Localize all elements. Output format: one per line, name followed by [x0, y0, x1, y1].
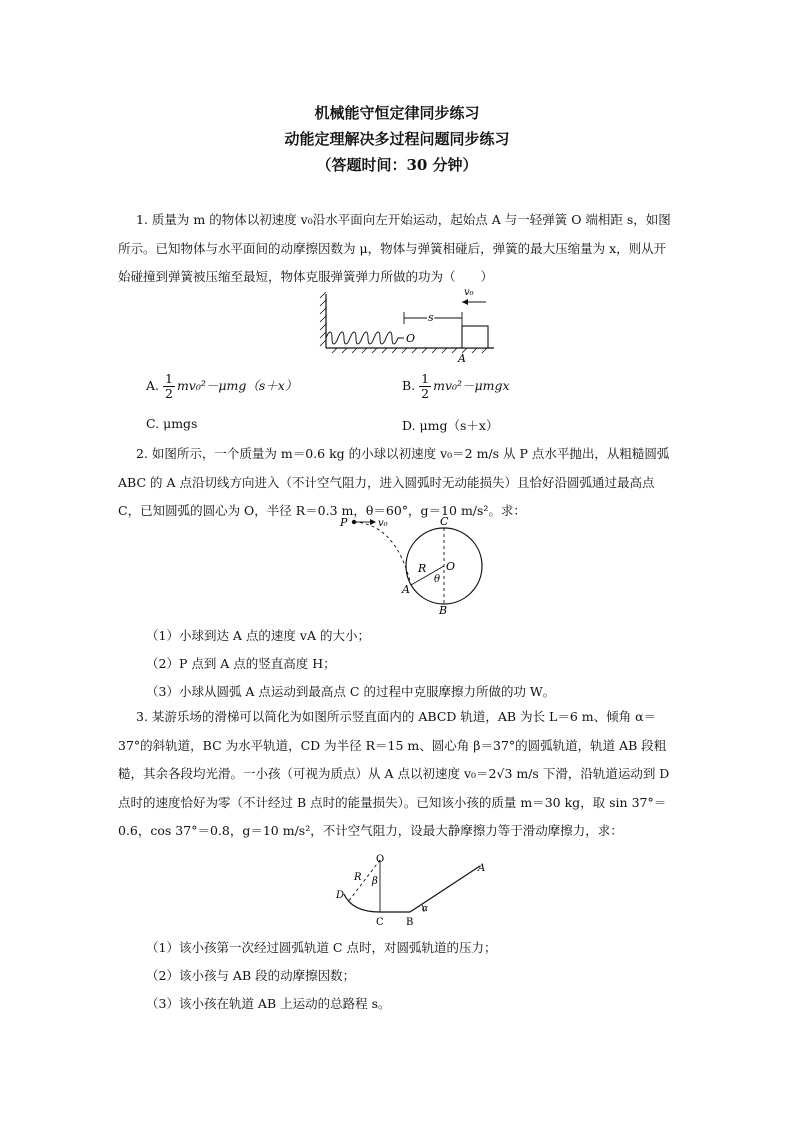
title-time: （答题时间：30 分钟）	[316, 156, 478, 174]
label-A: A	[458, 352, 466, 362]
label-v0: v₀	[464, 287, 474, 298]
q1-spring-figure	[318, 282, 498, 362]
label-A: A	[402, 583, 410, 596]
question-2-text: 2. 如图所示，一个质量为 m＝0.6 kg 的小球以初速度 v₀＝2 m/s 从 P 点水平抛出，从粗糙圆弧 ABC 的 A 点沿切线方向进入（不计空气阻力，进入圆弧时无动能损失）且恰好沿圆弧通过最高点 C，已知圆弧的圆心为 O，半径 R＝0.3 m，θ＝60°，g＝10 m/s²。求：	[118, 446, 670, 518]
question-3-text: 3. 某游乐场的滑梯可以简化为如图所示竖直面内的 ABCD 轨道，AB 为长 L＝6 m、倾角 α＝37°的斜轨道，BC 为水平轨道，CD 为半径 R＝15 m、圆心角 β＝37°的圆弧轨道，轨道 AB 段粗糙，其余各段均光滑。一小孩（可视为质点）从 A 点以初速度 v₀＝2√3 m/s 下滑，沿轨道运动到 D 点时的速度恰好为零（不计经过 B 点时的能量损失）。已知该小孩的质量 m＝30 kg，取 sin 37°＝0.6，cos 37°＝0.8，g＝10 m/s²，不计空气阻力，设最大静摩擦力等于滑动摩擦力，求：	[118, 709, 670, 838]
label-B: B	[439, 604, 448, 616]
q3-slide-figure	[330, 854, 500, 930]
q3-sub-2: （2）该小孩与 AB 段的动摩擦因数；	[146, 968, 356, 983]
option-b[interactable]: B. $\frac{1}{2}$ mv₀²－μmgx	[402, 371, 510, 401]
block	[462, 326, 488, 348]
label-s: s	[428, 311, 434, 324]
question-1-text: 1. 质量为 m 的物体以初速度 v₀沿水平面向左开始运动，起始点 A 与一轻弹簧 O 端相距 s，如图所示。已知物体与水平面间的动摩擦因数为 μ，物体与弹簧相碰后，弹簧的最大压缩量为 x，则从开始碰撞到弹簧被压缩至最短，物体克服弹簧弹力所做的功为（ ）	[118, 212, 671, 284]
label-O: O	[376, 854, 385, 865]
label-A: A	[478, 863, 486, 874]
option-d[interactable]: D. μmg（s＋x）	[402, 418, 499, 433]
q2-sub-2: （2）P 点到 A 点的竖直高度 H；	[146, 656, 336, 671]
label-R: R	[418, 562, 427, 575]
label-R: R	[354, 872, 362, 883]
label-C: C	[376, 917, 384, 928]
option-c[interactable]: C. μmgs	[146, 416, 198, 431]
label-B: B	[406, 917, 414, 928]
q2-arc-figure	[336, 512, 496, 616]
label-beta: β	[372, 876, 378, 887]
option-a[interactable]: A. $\frac{1}{2}$ mv₀²－μmg（s＋x）	[146, 371, 298, 401]
label-O: O	[446, 560, 456, 573]
label-D: D	[336, 890, 345, 901]
title-sub: 动能定理解决多过程问题同步练习	[284, 130, 510, 148]
spring	[326, 332, 404, 344]
q2-sub-3: （3）小球从圆弧 A 点运动到最高点 C 的过程中克服摩擦力所做的功 W。	[146, 684, 556, 699]
label-alpha: α	[422, 904, 429, 914]
q3-sub-3: （3）该小孩在轨道 AB 上运动的总路程 s。	[146, 996, 391, 1011]
label-theta: θ	[434, 574, 441, 585]
label-O: O	[406, 332, 416, 345]
q2-sub-1: （1）小球到达 A 点的速度 vA 的大小；	[146, 628, 370, 643]
label-v0: v₀	[378, 518, 388, 529]
label-P: P	[340, 516, 348, 529]
q3-sub-1: （1）该小孩第一次经过圆弧轨道 C 点时，对圆弧轨道的压力；	[146, 940, 497, 955]
arc-CD	[344, 894, 380, 912]
trajectory	[354, 522, 411, 585]
label-C: C	[440, 515, 449, 528]
title-main: 机械能守恒定律同步练习	[314, 104, 480, 122]
